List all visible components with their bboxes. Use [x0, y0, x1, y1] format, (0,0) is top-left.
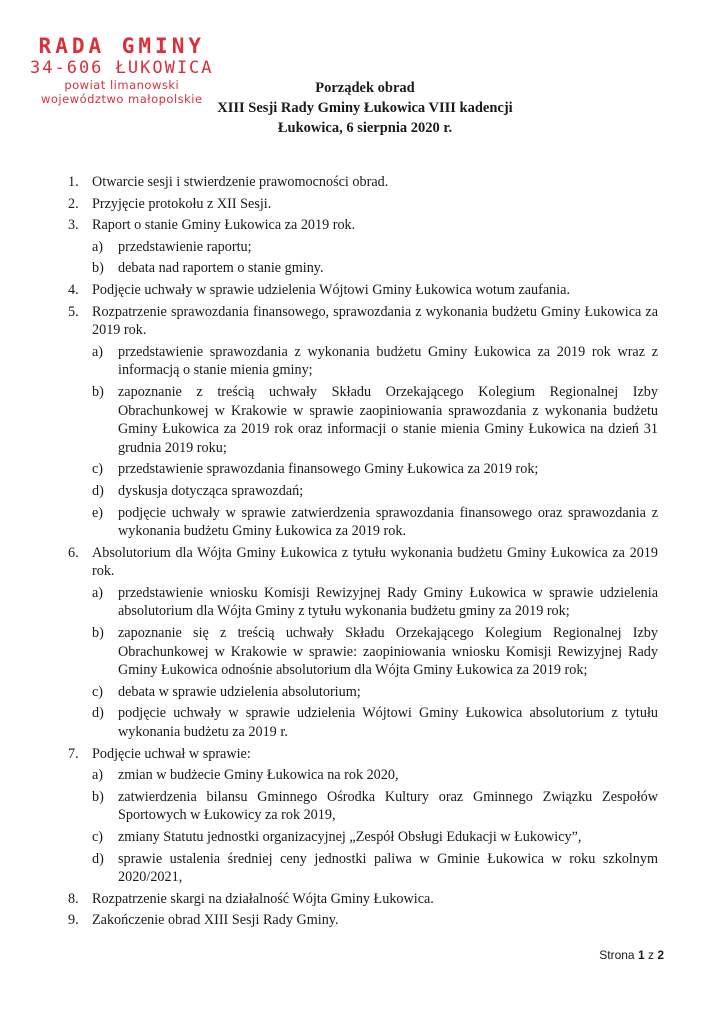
agenda-subitem — [92, 624, 658, 680]
stamp-line-4: województwo małopolskie — [40, 92, 203, 106]
agenda-subitem-letter: b) — [92, 383, 104, 400]
agenda-item-text: Podjęcie uchwał w sprawie: — [92, 745, 251, 762]
agenda-item — [62, 281, 658, 300]
agenda-subitem-text: zmian w budżecie Gminy Łukowica na rok 2020, — [118, 767, 399, 784]
agenda-item-number: 8. — [68, 890, 79, 907]
agenda-subitem — [92, 504, 658, 541]
agenda-subitem-letter: d) — [92, 705, 104, 722]
agenda-subitem-letter: d) — [92, 482, 104, 499]
stamp-line-2: 34-606 ŁUKOWICA — [30, 58, 214, 78]
agenda-item-number: 3. — [68, 217, 79, 234]
agenda-item — [62, 745, 658, 887]
page-total: 2 — [657, 948, 664, 962]
page-number — [599, 948, 664, 962]
council-stamp — [30, 34, 214, 106]
agenda-subitem — [92, 343, 658, 380]
agenda-subitem-letter: b) — [92, 625, 104, 642]
agenda-subitem-letter: a) — [92, 584, 104, 601]
agenda-item — [62, 544, 658, 742]
agenda-subitem-text: debata nad raportem o stanie gminy. — [118, 260, 324, 277]
agenda-item-text: Otwarcie sesji i stwierdzenie prawomocności obrad. — [92, 174, 389, 190]
agenda-subitem-letter: d) — [92, 850, 104, 867]
agenda-item-number: 9. — [68, 912, 79, 929]
agenda-subitem — [92, 683, 658, 702]
agenda-subitem — [92, 850, 658, 887]
agenda-subitem-text: sprawie ustalenia średniej ceny jednostki paliwa w Gminie Łukowica w roku szkolnym 2020/2021, — [118, 850, 658, 886]
agenda-subitem-text: dyskusja dotycząca sprawozdań; — [118, 482, 304, 499]
agenda-item-text: Raport o stanie Gminy Łukowica za 2019 rok. — [92, 217, 356, 234]
agenda-subitem-letter: c) — [92, 829, 104, 845]
agenda-subitem — [92, 383, 658, 457]
page-prefix: Strona — [599, 948, 635, 962]
agenda-subitem — [92, 584, 658, 621]
agenda-item-number: 1. — [68, 174, 79, 190]
agenda-subitem-text: zapoznanie się z treścią uchwały Składu Orzekającego Kolegium Regionalnej Izby Obrachunkowej w Krakowie w sprawie: zaopiniowania wniosku Komisji Rewizyjnej Rady Gminy Łukowica odnośnie absolutorium dla Wójta Gminy Łukowica za 2019 rok; — [118, 625, 658, 679]
page-sep: z — [647, 948, 654, 962]
agenda-item-text: Rozpatrzenie sprawozdania finansowego, sprawozdania z wykonania budżetu Gminy Łukowica za 2019 rok. — [92, 303, 658, 339]
agenda-subitem-letter: a) — [92, 238, 104, 255]
agenda-subitem-letter: c) — [92, 683, 104, 700]
agenda-subitem-text: przedstawienie sprawozdania finansowego Gminy Łukowica za 2019 rok; — [118, 461, 539, 478]
agenda-item-number: 4. — [68, 281, 79, 298]
agenda-item-text: Podjęcie uchwały w sprawie udzielenia Wójtowi Gminy Łukowica wotum zaufania. — [92, 281, 571, 298]
agenda-subitem-list — [92, 766, 658, 887]
agenda-subitem-text: zmiany Statutu jednostki organizacyjnej „Zespół Obsługi Edukacji w Łukowicy”, — [118, 829, 582, 845]
page-current: 1 — [637, 948, 645, 962]
agenda-subitem-letter: b) — [92, 260, 104, 277]
agenda-item — [62, 173, 658, 192]
agenda-item-text: Zakończenie obrad XIII Sesji Rady Gminy. — [92, 912, 339, 929]
agenda-item-text: Przyjęcie protokołu z XII Sesji. — [92, 195, 272, 212]
agenda-subitem-text: podjęcie uchwały w sprawie udzielenia Wójtowi Gminy Łukowica absolutorium z tytułu wykonania budżetu za 2019 r. — [118, 705, 658, 741]
agenda-subitem-text: przedstawienie wniosku Komisji Rewizyjnej Rady Gminy Łukowica w sprawie udzielenia absolutorium dla Wójta Gminy z tytułu wykonania budżetu gminy za 2019 rok; — [118, 584, 658, 620]
agenda-item-text: Rozpatrzenie skargi na działalność Wójta Gminy Łukowica. — [92, 890, 434, 907]
agenda-subitem-letter: a) — [92, 767, 104, 784]
agenda-subitem-list — [92, 584, 658, 742]
session-date: Łukowica, 6 sierpnia 2020 r. — [277, 120, 453, 136]
document-title: Porządek obrad — [315, 80, 415, 96]
agenda-subitem — [92, 482, 658, 501]
agenda-subitem — [92, 259, 658, 278]
agenda-subitem-list — [92, 238, 658, 278]
agenda-subitem-text: przedstawienie sprawozdania z wykonania budżetu Gminy Łukowica za 2019 rok wraz z informacją o stanie mienia gminy; — [118, 343, 658, 379]
agenda-subitem — [92, 788, 658, 825]
agenda-list — [62, 170, 658, 930]
agenda-item-number: 7. — [68, 745, 79, 762]
agenda-subitem — [92, 766, 658, 785]
agenda-subitem-letter: c) — [92, 461, 104, 478]
agenda-subitem — [92, 460, 658, 479]
agenda-subitem — [92, 704, 658, 741]
agenda-subitem-text: podjęcie uchwały w sprawie zatwierdzenia sprawozdania finansowego oraz sprawozdania z wykonania budżetu Gminy Łukowica za 2019 rok. — [118, 504, 658, 540]
agenda-item-text: Absolutorium dla Wójta Gminy Łukowica z tytułu wykonania budżetu Gminy Łukowica za 2019 rok. — [92, 544, 658, 580]
agenda-subitem-letter: e) — [92, 504, 104, 521]
agenda-subitem-list — [92, 343, 658, 541]
agenda-item — [62, 303, 658, 541]
agenda-subitem — [92, 828, 658, 847]
agenda-item — [62, 911, 658, 930]
agenda-subitem-letter: a) — [92, 343, 104, 360]
agenda-subitem-text: zapoznanie z treścią uchwały Składu Orzekającego Kolegium Regionalnej Izby Obrachunkowej w Krakowie w sprawie zaopiniowania sprawozdania z wykonania budżetu Gminy Łukowica za 2019 rok oraz informacji o stanie mienia Gminy Łukowica na dzień 31 grudnia 2019 roku; — [118, 383, 658, 456]
agenda-item-number: 5. — [68, 303, 79, 320]
stamp-line-1: RADA GMINY — [38, 34, 205, 58]
agenda-item — [62, 890, 658, 909]
document-header — [200, 78, 530, 138]
agenda-subitem-text: debata w sprawie udzielenia absolutorium; — [118, 683, 361, 700]
agenda-subitem-letter: b) — [92, 788, 104, 805]
agenda-item — [62, 216, 658, 278]
session-name: XIII Sesji Rady Gminy Łukowica VIII kadencji — [217, 100, 513, 116]
stamp-line-3: powiat limanowski — [64, 78, 180, 92]
agenda-subitem — [92, 238, 658, 257]
agenda-item — [62, 195, 658, 214]
agenda-item-number: 2. — [68, 195, 79, 212]
agenda-item-number: 6. — [68, 544, 79, 561]
agenda-subitem-text: przedstawienie raportu; — [118, 238, 252, 255]
agenda-subitem-text: zatwierdzenia bilansu Gminnego Ośrodka Kultury oraz Gminnego Związku Zespołów Sportowych w Łukowicy za rok 2019, — [118, 788, 658, 824]
